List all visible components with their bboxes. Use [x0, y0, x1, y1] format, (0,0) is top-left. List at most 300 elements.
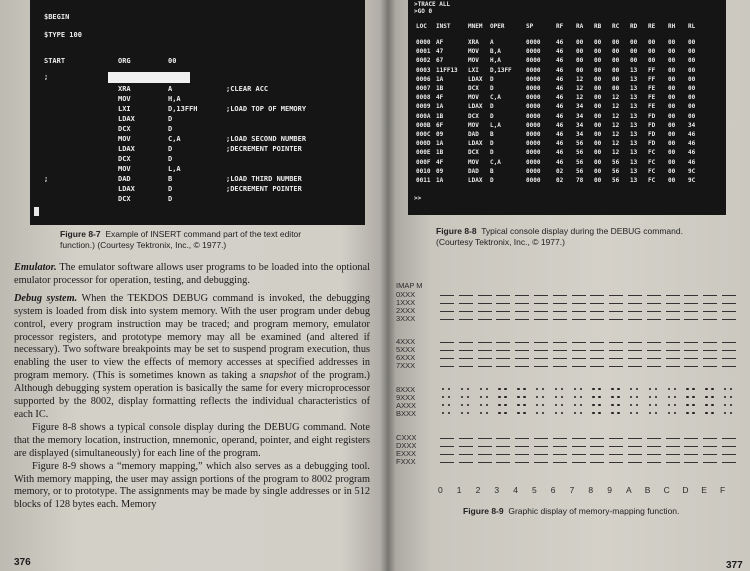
unmapped-block-marker	[628, 354, 642, 362]
trace-cell-inst: AF	[436, 39, 444, 46]
mapped-block-marker	[647, 386, 661, 394]
unmapped-block-marker	[478, 434, 492, 442]
paragraph-emulator	[14, 262, 370, 288]
trace-cell-sp: 0000	[526, 158, 541, 166]
trace-cell-sp: 0000	[526, 121, 541, 129]
unmapped-block-marker	[628, 315, 642, 323]
unmapped-block-marker	[703, 458, 717, 466]
trace-cell-ra: 00	[576, 57, 584, 65]
unmapped-block-marker	[609, 338, 623, 346]
mapped-block-marker	[478, 410, 492, 418]
trace-cell-oper: D	[490, 75, 494, 83]
trace-cell-sp: 0000	[526, 75, 541, 83]
unmapped-block-marker	[722, 299, 736, 307]
trace-cell-rc: 12	[612, 140, 620, 148]
unmapped-block-marker	[647, 362, 661, 370]
source-mnemonic: MOV	[118, 95, 131, 103]
unmapped-block-marker	[609, 458, 623, 466]
hex-column-label: 6	[550, 485, 556, 495]
column-header: RL	[688, 23, 696, 30]
trace-cell-rd: 00	[630, 48, 638, 56]
trace-cell-sp: 0000	[526, 103, 541, 111]
unmapped-block-marker	[590, 458, 604, 466]
trace-cell-rf: 46	[556, 39, 564, 46]
trace-cell-oper: D	[490, 140, 494, 148]
unmapped-block-marker	[609, 315, 623, 323]
trace-cell-mnem: LDAX	[468, 140, 483, 148]
caption-line-1: Example of INSERT command part of the text editor	[105, 229, 302, 239]
unmapped-block-marker	[647, 442, 661, 450]
unmapped-block-marker	[534, 291, 548, 299]
trace-cell-sp: 0000	[526, 39, 541, 46]
mapped-block-marker	[515, 386, 529, 394]
trace-cell-rl: 9C	[688, 167, 696, 175]
address-range-label: 5XXX	[396, 345, 416, 354]
trace-cell-oper: D	[490, 177, 494, 184]
trace-cell-re: FC	[648, 158, 656, 166]
mapped-block-marker	[684, 386, 698, 394]
trace-cell-rh: 00	[668, 112, 676, 120]
unmapped-block-marker	[647, 315, 661, 323]
trace-cell-ra: 34	[576, 131, 584, 138]
unmapped-block-marker	[628, 450, 642, 458]
trace-cell-ra: 00	[576, 66, 584, 74]
unmapped-block-marker	[459, 442, 473, 450]
trace-cell-re: 00	[648, 39, 656, 46]
unmapped-block-marker	[703, 338, 717, 346]
unmapped-block-marker	[666, 315, 680, 323]
trace-cell-rl: 46	[688, 158, 696, 166]
unmapped-block-marker	[553, 291, 567, 299]
unmapped-block-marker	[478, 450, 492, 458]
paragraph-text: The emulator software allows user programs to be loaded into the optional emulator processor for operation, testing, and debugging.	[14, 262, 370, 286]
trace-cell-loc: 000D	[416, 140, 431, 148]
trace-cell-oper: D,13FF	[490, 66, 512, 74]
trace-cell-re: FD	[648, 121, 656, 129]
unmapped-block-marker	[553, 362, 567, 370]
mapped-block-marker	[459, 394, 473, 402]
unmapped-block-marker	[440, 291, 454, 299]
unmapped-block-marker	[496, 338, 510, 346]
hex-column-label: F	[720, 485, 726, 495]
memory-map-row	[396, 394, 726, 402]
memory-map-row	[396, 362, 726, 370]
trace-cell-mnem: LDAX	[468, 177, 483, 184]
trace-cell-rh: 00	[668, 158, 676, 166]
unmapped-block-marker	[666, 291, 680, 299]
mapped-block-marker	[496, 402, 510, 410]
mapped-block-marker	[440, 402, 454, 410]
address-range-label: DXXX	[396, 441, 417, 450]
trace-cell-mnem: LXI	[468, 66, 479, 74]
unmapped-block-marker	[647, 338, 661, 346]
trace-cell-rf: 46	[556, 149, 564, 157]
column-header: RC	[612, 23, 620, 30]
trace-cell-rf: 02	[556, 177, 564, 184]
trace-cell-rh: 00	[668, 140, 676, 148]
trace-cell-rc: 00	[612, 57, 620, 65]
column-header: RA	[576, 23, 584, 30]
mapped-block-marker	[440, 386, 454, 394]
unmapped-block-marker	[478, 442, 492, 450]
paragraph-fig-8-8: Figure 8-8 shows a typical console display during the DEBUG command. Note that the memory location, instruction, mnemonic, operand, pointer, and eight registers are displayed (simultaneously) for each line of the program.	[14, 421, 370, 459]
source-operand: D	[168, 115, 173, 123]
unmapped-block-marker	[515, 362, 529, 370]
unmapped-block-marker	[459, 362, 473, 370]
trace-cell-inst: 1B	[436, 85, 444, 92]
unmapped-block-marker	[684, 434, 698, 442]
source-comment: ;LOAD TOP OF MEMORY	[226, 105, 307, 113]
unmapped-block-marker	[534, 442, 548, 450]
source-mnemonic: LDAX	[118, 115, 135, 123]
hex-column-label: C	[663, 485, 670, 495]
unmapped-block-marker	[553, 450, 567, 458]
unmapped-block-marker	[609, 354, 623, 362]
mapped-block-marker	[722, 394, 736, 402]
mapped-block-marker	[496, 410, 510, 418]
hex-column-label: A	[626, 485, 632, 495]
memory-map-row	[396, 410, 726, 418]
unmapped-block-marker	[515, 291, 529, 299]
page-number: 377	[726, 560, 743, 571]
mapped-block-marker	[534, 402, 548, 410]
unmapped-block-marker	[590, 442, 604, 450]
trace-cell-rf: 02	[556, 167, 564, 175]
unmapped-block-marker	[590, 346, 604, 354]
trace-cell-rh: 00	[668, 94, 676, 102]
unmapped-block-marker	[496, 299, 510, 307]
trace-cell-rc: 12	[612, 94, 620, 102]
trace-cell-rb: 00	[594, 94, 602, 102]
unmapped-block-marker	[459, 354, 473, 362]
unmapped-block-marker	[496, 291, 510, 299]
trace-cell-rl: 00	[688, 94, 696, 102]
trace-cell-loc: 0003	[416, 66, 431, 74]
unmapped-block-marker	[628, 434, 642, 442]
trace-cell-rd: 13	[630, 149, 638, 157]
trace-cell-rf: 46	[556, 158, 564, 166]
trace-cell-rf: 46	[556, 66, 564, 74]
figure-number: Figure 8-9	[463, 506, 504, 516]
trace-cell-loc: 0002	[416, 57, 431, 65]
trace-cell-rb: 00	[594, 48, 602, 56]
trace-cell-inst: 67	[436, 57, 444, 65]
unmapped-block-marker	[609, 291, 623, 299]
mapped-block-marker	[478, 394, 492, 402]
unmapped-block-marker	[647, 346, 661, 354]
address-range-label: 4XXX	[396, 337, 416, 346]
unmapped-block-marker	[666, 307, 680, 315]
unmapped-block-marker	[628, 299, 642, 307]
unmapped-block-marker	[666, 346, 680, 354]
unmapped-block-marker	[440, 307, 454, 315]
unmapped-block-marker	[590, 307, 604, 315]
trace-cell-rb: 00	[594, 177, 602, 184]
unmapped-block-marker	[628, 307, 642, 315]
source-mnemonic: MOV	[118, 165, 131, 173]
mapped-block-marker	[609, 394, 623, 402]
mapped-block-marker	[609, 410, 623, 418]
trace-cell-rh: 00	[668, 66, 676, 74]
unmapped-block-marker	[609, 299, 623, 307]
unmapped-block-marker	[478, 458, 492, 466]
figure-8-8-caption	[436, 226, 683, 247]
mapped-block-marker	[515, 394, 529, 402]
unmapped-block-marker	[666, 458, 680, 466]
mapped-block-marker	[628, 410, 642, 418]
trace-cell-rc: 00	[612, 39, 620, 46]
trace-cell-rb: 00	[594, 112, 602, 120]
unmapped-block-marker	[703, 354, 717, 362]
mapped-block-marker	[666, 410, 680, 418]
trace-cell-rc: 12	[612, 121, 620, 129]
unmapped-block-marker	[478, 362, 492, 370]
book-gutter	[380, 0, 396, 571]
unmapped-block-marker	[496, 354, 510, 362]
mapped-block-marker	[666, 386, 680, 394]
memory-map-title: IMAP M	[396, 281, 423, 290]
unmapped-block-marker	[459, 307, 473, 315]
memory-map-row	[396, 307, 726, 315]
unmapped-block-marker	[647, 291, 661, 299]
right-page	[388, 0, 750, 571]
unmapped-block-marker	[515, 307, 529, 315]
trace-cell-rd: 00	[630, 57, 638, 65]
unmapped-block-marker	[478, 354, 492, 362]
source-comment: ;DECREMENT POINTER	[226, 185, 302, 193]
trace-cell-rf: 46	[556, 75, 564, 83]
trace-cell-rl: 00	[688, 112, 696, 120]
source-mnemonic: DCX	[118, 195, 131, 203]
trace-cell-loc: 000C	[416, 131, 431, 138]
unmapped-block-marker	[440, 458, 454, 466]
memory-map-row	[396, 291, 726, 299]
source-comment: ;CLEAR ACC	[226, 85, 269, 93]
unmapped-block-marker	[572, 315, 586, 323]
unmapped-block-marker	[666, 299, 680, 307]
unmapped-block-marker	[722, 442, 736, 450]
trace-cell-rh: 00	[668, 75, 676, 83]
trace-cell-rl: 00	[688, 48, 696, 56]
trace-cell-inst: 1A	[436, 75, 444, 83]
unmapped-block-marker	[496, 346, 510, 354]
unmapped-block-marker	[684, 315, 698, 323]
unmapped-block-marker	[722, 346, 736, 354]
unmapped-block-marker	[553, 354, 567, 362]
trace-cell-sp: 0000	[526, 149, 541, 157]
trace-cell-sp: 0000	[526, 94, 541, 102]
trace-cell-inst: 09	[436, 167, 444, 175]
address-range-label: 3XXX	[396, 314, 416, 323]
mapped-block-marker	[515, 402, 529, 410]
address-range-label: CXXX	[396, 433, 417, 442]
mapped-block-marker	[590, 402, 604, 410]
trace-cell-rb: 00	[594, 149, 602, 157]
source-label: ;	[44, 175, 49, 183]
trace-cell-rl: 00	[688, 75, 696, 83]
trace-cell-mnem: DAD	[468, 131, 479, 138]
unmapped-block-marker	[703, 362, 717, 370]
unmapped-block-marker	[496, 442, 510, 450]
unmapped-block-marker	[572, 362, 586, 370]
source-mnemonic: ORG	[118, 57, 131, 65]
unmapped-block-marker	[703, 442, 717, 450]
mapped-block-marker	[572, 402, 586, 410]
unmapped-block-marker	[684, 450, 698, 458]
trace-cell-rh: 00	[668, 131, 676, 138]
trace-cell-rd: 13	[630, 158, 638, 166]
mapped-block-marker	[440, 410, 454, 418]
unmapped-block-marker	[478, 299, 492, 307]
hex-column-label: 9	[607, 485, 612, 495]
unmapped-block-marker	[440, 362, 454, 370]
unmapped-block-marker	[684, 346, 698, 354]
trace-cell-rb: 00	[594, 85, 602, 92]
unmapped-block-marker	[440, 338, 454, 346]
trace-cell-sp: 0000	[526, 66, 541, 74]
unmapped-block-marker	[684, 291, 698, 299]
unmapped-block-marker	[666, 434, 680, 442]
trace-cell-mnem: MOV	[468, 158, 479, 166]
unmapped-block-marker	[515, 338, 529, 346]
mapped-block-marker	[703, 394, 717, 402]
unmapped-block-marker	[628, 442, 642, 450]
mapped-block-marker	[572, 410, 586, 418]
trace-cell-rd: 13	[630, 112, 638, 120]
source-operand: D,13FFH	[168, 105, 198, 113]
unmapped-block-marker	[590, 299, 604, 307]
memory-map-row	[396, 442, 726, 450]
unmapped-block-marker	[722, 450, 736, 458]
source-mnemonic: LDAX	[118, 145, 135, 153]
address-range-label: 1XXX	[396, 298, 416, 307]
trace-cell-loc: 0009	[416, 103, 431, 111]
trace-cell-rf: 46	[556, 85, 564, 92]
trace-cell-inst: 1A	[436, 103, 444, 111]
unmapped-block-marker	[572, 307, 586, 315]
trace-cell-rl: 46	[688, 149, 696, 157]
unmapped-block-marker	[703, 450, 717, 458]
trace-cell-rc: 12	[612, 112, 620, 120]
column-header: INST	[436, 23, 451, 30]
unmapped-block-marker	[628, 458, 642, 466]
trace-cell-re: FF	[648, 75, 656, 83]
mapped-block-marker	[496, 386, 510, 394]
trace-cell-rb: 00	[594, 75, 602, 83]
trace-cell-sp: 0000	[526, 48, 541, 56]
unmapped-block-marker	[534, 450, 548, 458]
unmapped-block-marker	[553, 338, 567, 346]
unmapped-block-marker	[459, 315, 473, 323]
trace-cell-rc: 56	[612, 158, 620, 166]
memory-map-row	[396, 450, 726, 458]
trace-cell-rf: 46	[556, 131, 564, 138]
unmapped-block-marker	[440, 442, 454, 450]
trace-cell-oper: D	[490, 103, 494, 111]
trace-cell-inst: 09	[436, 131, 444, 138]
unmapped-block-marker	[722, 434, 736, 442]
address-range-label: AXXX	[396, 401, 417, 410]
unmapped-block-marker	[609, 434, 623, 442]
trace-cell-oper: D	[490, 112, 494, 120]
memory-map-row	[396, 315, 726, 323]
column-header: RF	[556, 23, 564, 30]
trace-cell-rl: 00	[688, 66, 696, 74]
trace-cell-ra: 34	[576, 121, 584, 129]
header-line: $BEGIN	[44, 13, 70, 21]
unmapped-block-marker	[515, 346, 529, 354]
trace-cell-mnem: LDAX	[468, 75, 483, 83]
unmapped-block-marker	[515, 299, 529, 307]
trace-cell-loc: 000E	[416, 149, 431, 157]
hex-column-label: 4	[513, 485, 518, 495]
unmapped-block-marker	[496, 458, 510, 466]
address-range-label: 9XXX	[396, 393, 416, 402]
unmapped-block-marker	[515, 315, 529, 323]
paragraph-debug	[14, 293, 370, 422]
source-mnemonic: XRA	[118, 85, 131, 93]
trace-cell-loc: 000B	[416, 121, 431, 129]
mapped-block-marker	[534, 410, 548, 418]
source-operand: L,A	[168, 165, 181, 173]
unmapped-block-marker	[440, 346, 454, 354]
unmapped-block-marker	[459, 299, 473, 307]
trace-cell-sp: 0000	[526, 112, 541, 120]
unmapped-block-marker	[478, 346, 492, 354]
unmapped-block-marker	[666, 362, 680, 370]
unmapped-block-marker	[440, 299, 454, 307]
unmapped-block-marker	[628, 291, 642, 299]
mapped-block-marker	[440, 394, 454, 402]
trace-cell-rb: 00	[594, 140, 602, 148]
trace-cell-rd: 13	[630, 94, 638, 102]
mapped-block-marker	[684, 410, 698, 418]
mapped-block-marker	[647, 410, 661, 418]
unmapped-block-marker	[684, 338, 698, 346]
trace-cell-mnem: XRA	[468, 39, 479, 46]
trace-cell-re: FE	[648, 94, 656, 102]
source-operand: D	[168, 125, 173, 133]
mapped-block-marker	[628, 402, 642, 410]
trace-cell-loc: 0001	[416, 48, 431, 56]
trace-cell-re: FE	[648, 85, 656, 92]
trace-cell-rf: 46	[556, 112, 564, 120]
source-label: ;	[44, 73, 49, 81]
trace-cell-inst: 1B	[436, 149, 444, 157]
trace-cell-mnem: DCX	[468, 149, 479, 157]
mapped-block-marker	[534, 394, 548, 402]
memory-map-row	[396, 354, 726, 362]
unmapped-block-marker	[515, 458, 529, 466]
trace-cell-rh: 00	[668, 39, 676, 46]
mapped-block-marker	[722, 410, 736, 418]
unmapped-block-marker	[666, 442, 680, 450]
unmapped-block-marker	[553, 434, 567, 442]
unmapped-block-marker	[647, 434, 661, 442]
source-mnemonic: LDAX	[118, 185, 135, 193]
unmapped-block-marker	[609, 450, 623, 458]
trace-cell-ra: 12	[576, 94, 584, 102]
unmapped-block-marker	[609, 362, 623, 370]
console-command: >TRACE ALL	[414, 1, 451, 8]
hex-column-label: 2	[475, 485, 481, 495]
unmapped-block-marker	[459, 434, 473, 442]
mapped-block-marker	[553, 402, 567, 410]
unmapped-block-marker	[722, 315, 736, 323]
trace-cell-re: 00	[648, 57, 656, 65]
unmapped-block-marker	[478, 315, 492, 323]
unmapped-block-marker	[534, 354, 548, 362]
